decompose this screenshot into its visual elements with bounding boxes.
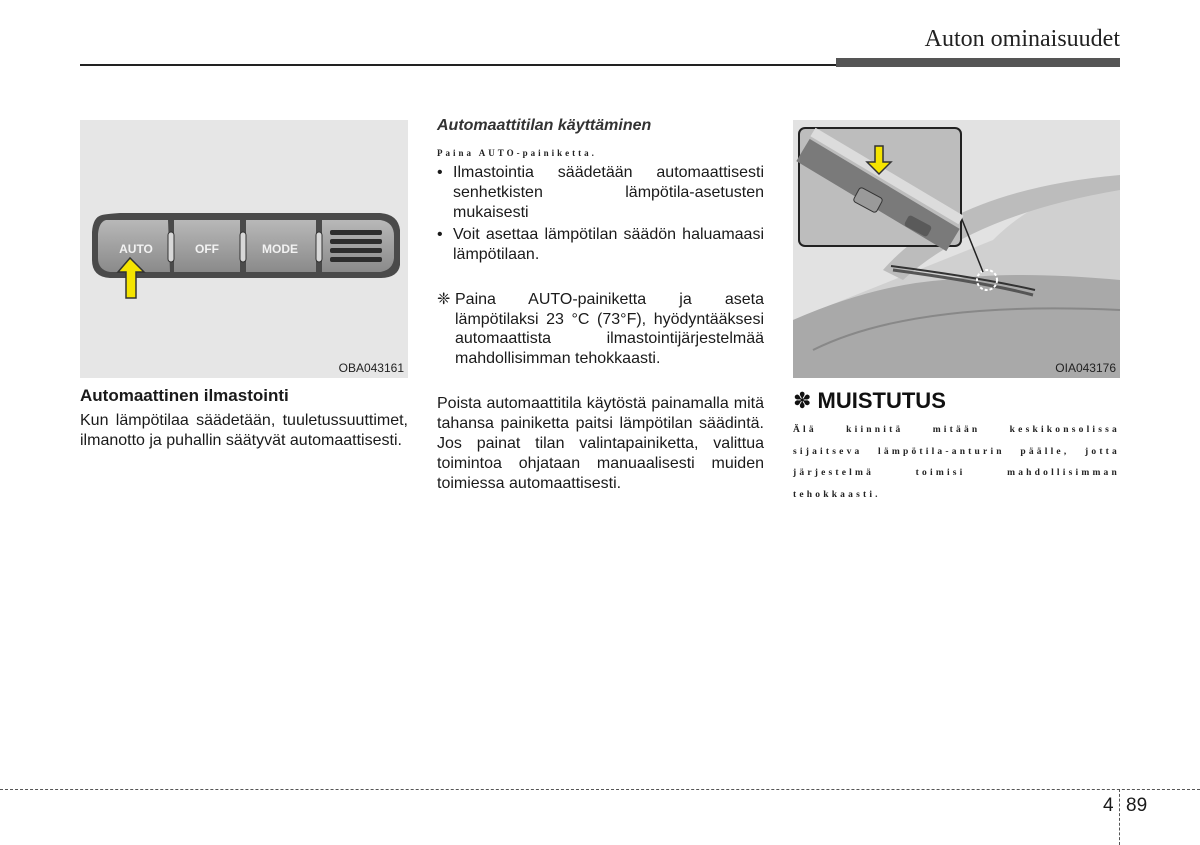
sensor-location-figure: [793, 120, 1120, 378]
list-item: • Voit asettaa lämpötilan säädön haluamaasi lämpötilaan.: [437, 226, 764, 263]
section-heading: Automaattinen ilmastointi: [80, 386, 289, 405]
header-rule-bar: [836, 58, 1120, 67]
footer-divider: [1119, 789, 1120, 845]
notice-title: ✽ MUISTUTUS: [793, 388, 946, 413]
tip-note: [437, 290, 764, 368]
subsection-heading: Automaattitilan käyttäminen: [437, 117, 652, 134]
mode-button-label: MODE: [262, 242, 298, 256]
running-header: Auton ominaisuudet: [924, 26, 1120, 52]
list-item: • Ilmastointia säädetään automaattisesti senhetkisten lämpötila-asetusten mukaisesti: [437, 164, 764, 221]
auto-button-label: AUTO: [119, 242, 153, 256]
climate-panel-figure: [80, 120, 408, 378]
tip-text: Paina AUTO-painiketta ja aseta lämpötilaksi 23 °C (73°F), hyödyntääksesi automaattista ilmastointijärjestelmää mahdollisimman tehokkaasti.: [455, 291, 764, 367]
off-button-label: OFF: [195, 242, 219, 256]
dashboard-illustration: [793, 120, 1120, 378]
paragraph: Poista automaattitila käytöstä painamalla mitä tahansa painiketta paitsi lämpötilan säädintä. Jos painat tilan valintapainiketta, valittua toimintoa ohjataan manuaalisesti muiden toimiessa automaattisesti.: [437, 395, 764, 492]
bullet-icon: •: [437, 164, 443, 181]
bullet-icon: •: [437, 226, 443, 243]
notice-text: Älä kiinnitä mitään keskikonsolissa sijaitseva lämpötila-anturin päälle, jotta järjestelmä toimisi mahdollisimman tehokkaasti.: [793, 425, 1120, 500]
page-number: 89: [1126, 795, 1148, 816]
asterism-icon: ❈: [437, 291, 451, 308]
footer-rule: [0, 789, 1200, 790]
section-text: Kun lämpötilaa säädetään, tuuletussuuttimet, ilmanotto ja puhallin säätyvät automaattisesti.: [80, 412, 408, 449]
bullet-list: [437, 163, 764, 267]
header-rule: [80, 64, 836, 66]
figure-code: OBA043161: [338, 361, 404, 375]
instruction-line: Paina AUTO-painiketta.: [437, 148, 597, 158]
chapter-number: 4: [1103, 795, 1114, 816]
climate-panel-illustration: [80, 120, 408, 378]
figure-code: OIA043176: [1055, 361, 1116, 375]
